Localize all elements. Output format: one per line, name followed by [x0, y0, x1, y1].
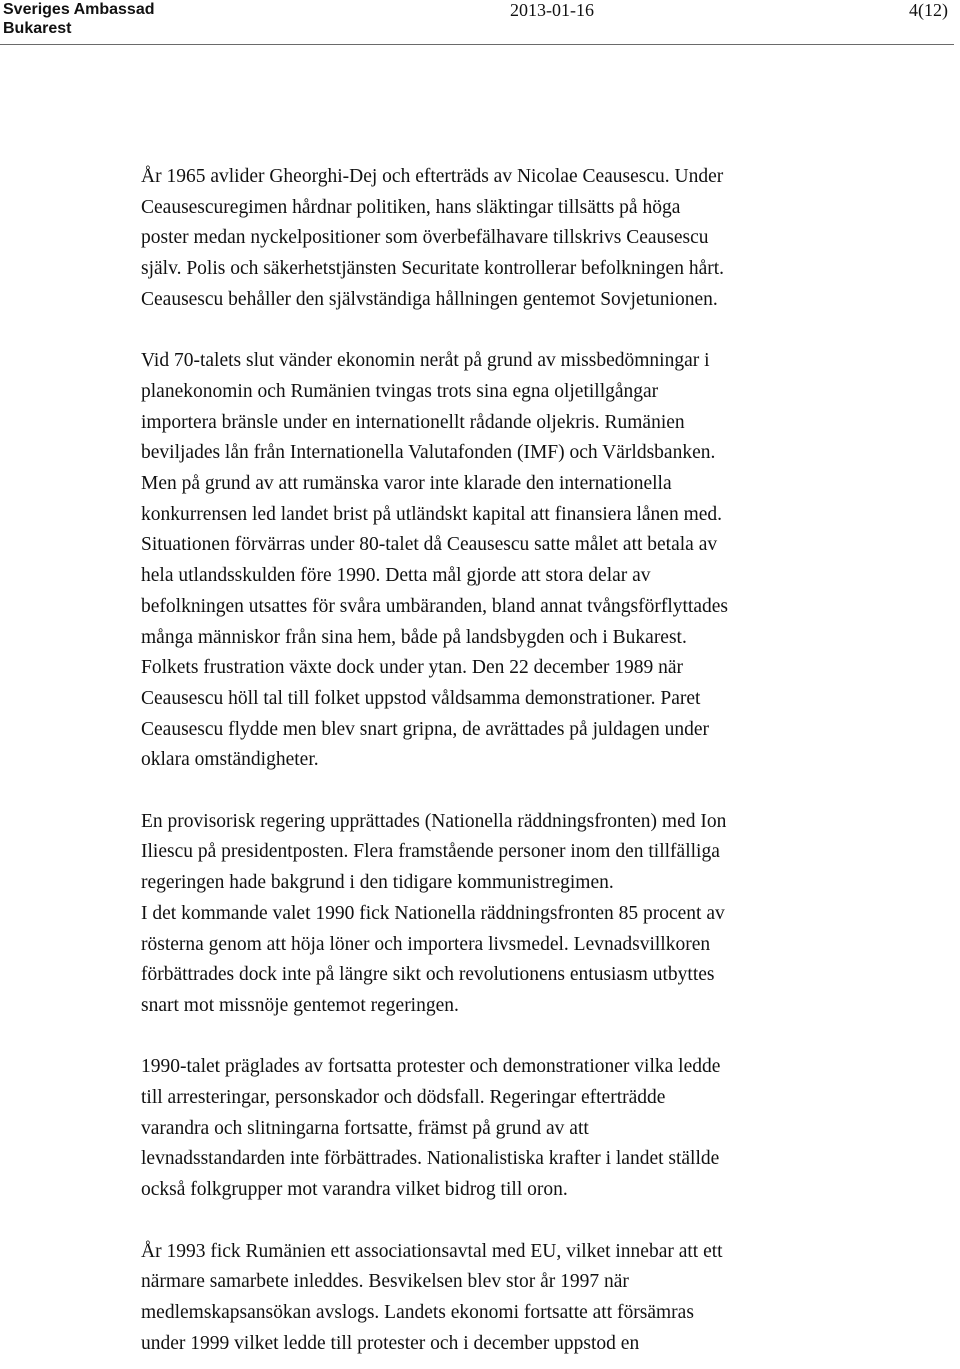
document-date: 2013-01-16 [510, 0, 594, 20]
page-number: 4(12) [909, 0, 948, 20]
paragraph-valet-1990: I det kommande valet 1990 fick Nationella räddningsfronten 85 procent av rösterna genom att höja löner och importera livsmedel. Levnadsvillkoren förbättrades dock inte på längre sikt och revolutionens entusiasm utbyttes snart mot missnöje gentemot regeringen. [141, 902, 725, 1016]
embassy-name-line1: Sveriges Ambassad [3, 1, 155, 18]
paragraph-1965: År 1965 avlider Gheorghi-Dej och efterträds av Nicolae Ceausescu. Under Ceausescuregimen hårdnar politiken, hans släktingar tillsätts på höga poster medan nyckelpositioner som överbefälhavare tillskrivs Ceausescu själv. Polis och säkerhetstjänsten Securitate kontrollerar befolkningen hårt. Ceausescu behåller den självständiga hållningen gentemot Sovjetunionen. [141, 166, 725, 310]
embassy-name [3, 0, 154, 38]
paragraph-70-talet: Vid 70-talets slut vänder ekonomin neråt på grund av missbedömningar i planekonomin och Rumänien tvingas trots sina egna oljetillgångar importera bränsle under en internationellt rådande oljekris. Rumänien beviljades lån från Internationella Valutafonden (IMF) och Världsbanken. Men på grund av att rumänska varor inte klarade den internationella konkurrensen led landet brist på utländskt kapital att finansiera lånen med. Situationen förvärras under 80-talet då Ceausescu satte målet att betala av hela utlandsskulden före 1990. Detta mål gjorde att stora delar av befolkningen utsattes för svåra umbäranden, bland annat tvångsförflyttades många människor från sina hem, både på landsbygden och i Bukarest. Folkets frustration växte dock under ytan. Den 22 december 1989 när Ceausescu höll tal till folket uppstod våldsamma demonstrationer. Paret Ceausescu flydde men blev snart gripna, de avrättades på juldagen under oklara omständigheter. [141, 350, 728, 771]
page-header [0, 0, 960, 46]
document-body [141, 162, 921, 1359]
paragraph-1993: År 1993 fick Rumänien ett associationsavtal med EU, vilket innebar att ett närmare samarbete inleddes. Besvikelsen blev stor år 1997 när medlemskapsansökan avslogs. Landets ekonomi fortsatte att försämras under 1999 vilket ledde till protester och i december uppstod en [141, 1240, 723, 1354]
paragraph-1990-talet: 1990-talet präglades av fortsatta protester och demonstrationer vilka ledde till arresteringar, personskador och dödsfall. Regeringar efterträdde varandra och slitningarna fortsatte, främst på grund av att levnadsstandarden inte förbättrades. Nationalistiska krafter i landet ställde också folkgrupper mot varandra vilket bidrog till oron. [141, 1056, 721, 1201]
paragraph-provisorisk-regering: En provisorisk regering upprättades (Nationella räddningsfronten) med Ion Iliescu på presidentposten. Flera framstående personer inom den tillfälliga regeringen hade bakgrund i den tidigare kommunistregimen. [141, 810, 727, 894]
embassy-name-line2: Bukarest [3, 20, 72, 37]
header-divider [0, 44, 954, 45]
